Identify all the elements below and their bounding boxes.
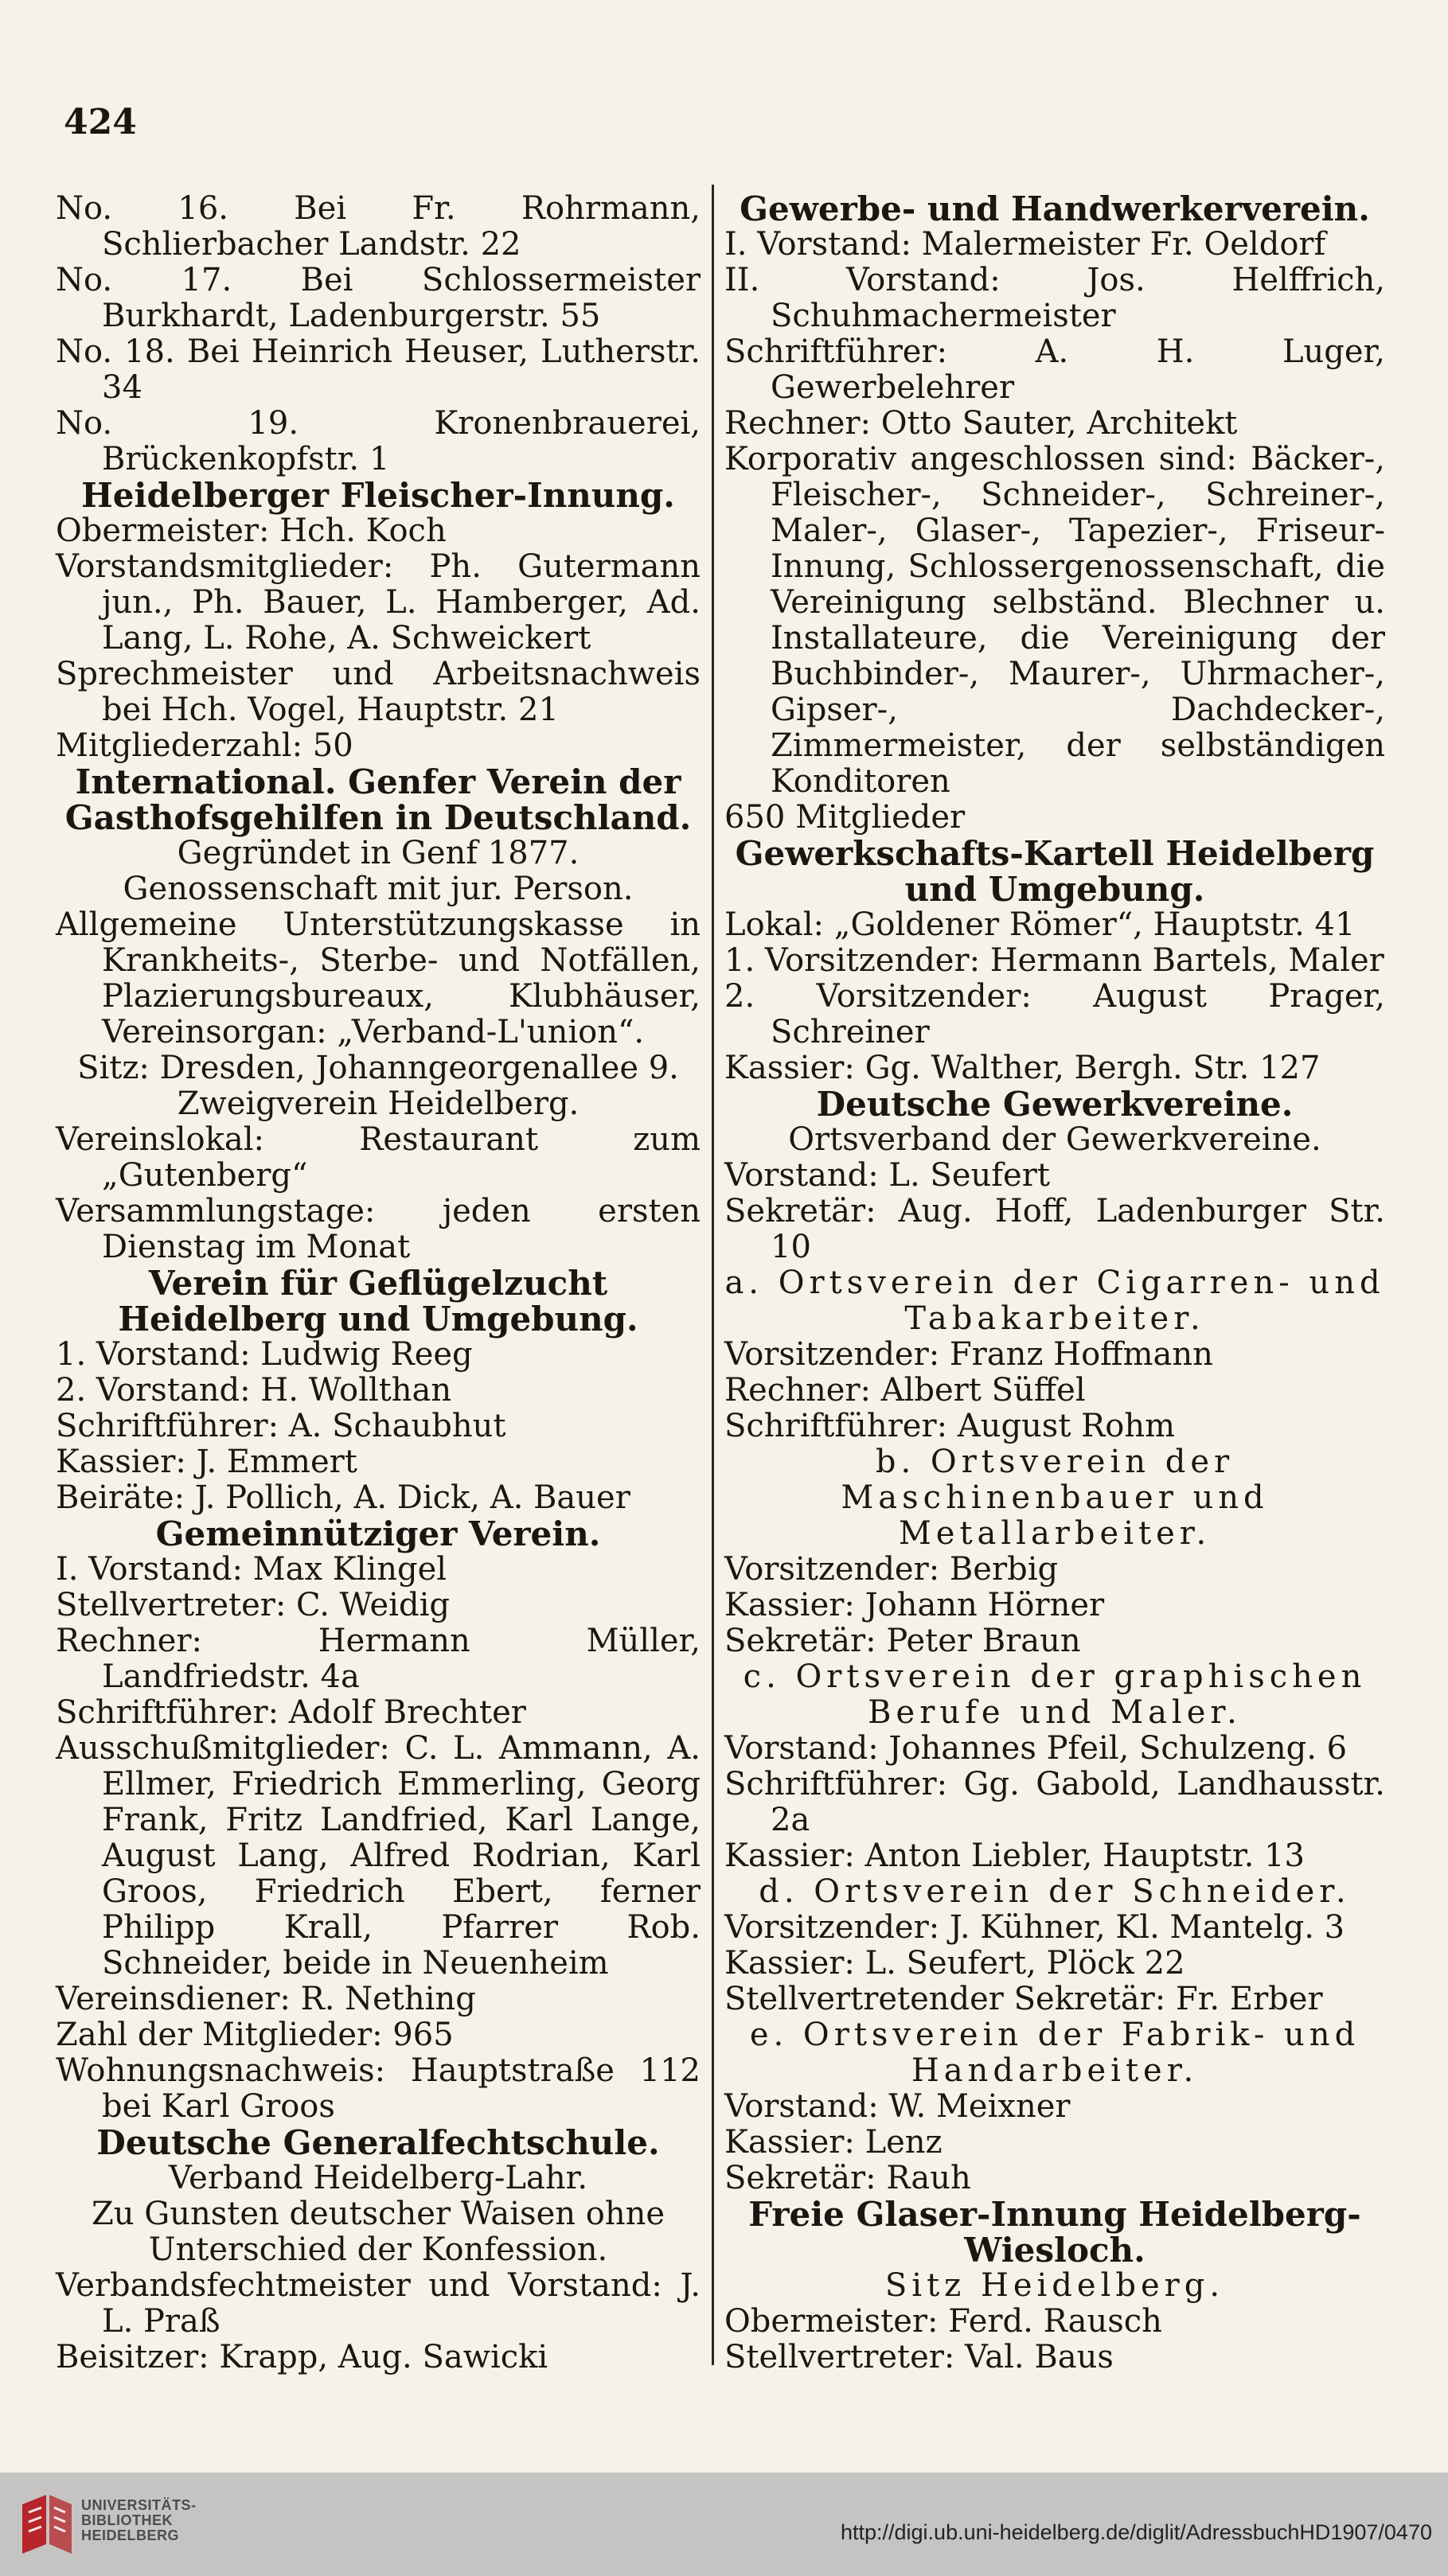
source-url-link[interactable]: http://digi.ub.uni-heidelberg.de/diglit/AdressbuchHD1907/0470 (840, 2520, 1432, 2544)
entry: Vereinsdiener: R. Nething (56, 1981, 476, 2017)
entry: Allgemeine Unterstützungskasse in Krankheits-, Sterbe- und Notfällen, Plazierungsbureaux, Klubhäuser, Vereinsorgan: „Verband-L'union“. (56, 906, 701, 1050)
entry: Verbandsfechtmeister und Vorstand: J. L. Praß (56, 2267, 701, 2340)
entry: Rechner: Hermann Müller, Landfriedstr. 4a (56, 1623, 701, 1695)
entry: Rechner: Otto Sauter, Architekt (724, 405, 1238, 442)
entry: Kassier: J. Emmert (56, 1444, 357, 1480)
entry: No. 16. Bei Fr. Rohrmann, Schlierbacher Landstr. 22 (56, 190, 701, 263)
entry: Mitgliederzahl: 50 (56, 727, 353, 764)
entry: Ausschußmitglieder: C. L. Ammann, A. Ellmer, Friedrich Emmerling, Georg Frank, Fritz Landfried, Karl Lange, August Lang, Alfred Rodrian, Karl Groos, Friedrich Ebert, ferner Philipp Krall, Pfarrer Rob. Schneider, beide in Neuenheim (56, 1730, 701, 1982)
footer-bar (0, 2473, 1448, 2576)
entry: Obermeister: Hch. Koch (56, 512, 447, 549)
library-name-line-1: UNIVERSITÄTS- (81, 2497, 197, 2513)
entry: Wohnungsnachweis: Hauptstraße 112 bei Karl Groos (56, 2052, 701, 2125)
entry: Vorstand: L. Seufert (724, 1157, 1050, 1194)
left-column (56, 191, 707, 2375)
subsection-heading: b. Ortsverein der Maschinenbauer und Metallarbeiter. (841, 1444, 1269, 1552)
plain-line: 650 Mitglieder (724, 799, 966, 836)
section-heading: Gewerbe- und Handwerkerverein. (740, 189, 1370, 228)
centered-line: Verband Heidelberg-Lahr. (168, 2160, 588, 2196)
entry: Vorsitzender: Berbig (724, 1551, 1059, 1588)
entry: Kassier: Gg. Walther, Bergh. Str. 127 (724, 1050, 1321, 1086)
entry: Schriftführer: Adolf Brechter (56, 1694, 526, 1731)
centered-line: Zweigverein Heidelberg. (177, 1085, 580, 1122)
entry: 1. Vorsitzender: Hermann Bartels, Maler (724, 942, 1384, 979)
entry: Sekretär: Rauh (724, 2160, 971, 2196)
entry: Schriftführer: Gg. Gabold, Landhausstr. 2a (724, 1766, 1385, 1838)
entry: Vereinslokal: Restaurant zum „Gutenberg“ (56, 1121, 701, 1194)
entry: Sekretär: Aug. Hoff, Ladenburger Str. 10 (724, 1193, 1385, 1265)
university-library-logo-icon (14, 2488, 78, 2560)
entry: Rechner: Albert Süffel (724, 1372, 1086, 1409)
entry: 2. Vorsitzender: August Prager, Schreiner (724, 978, 1385, 1050)
centered-line: Genossenschaft mit jur. Person. (123, 871, 634, 907)
entry: Versammlungstage: jeden ersten Dienstag im Monat (56, 1193, 701, 1265)
entry: Stellvertretender Sekretär: Fr. Erber (724, 1981, 1323, 2017)
right-column (724, 191, 1385, 2375)
entry: Vorsitzender: Franz Hoffmann (724, 1336, 1213, 1373)
library-name-line-3: HEIDELBERG (81, 2527, 180, 2543)
section-heading: Verein für Geflügelzucht Heidelberg und Umgebung. (118, 1264, 638, 1339)
entry: Zahl der Mitglieder: 965 (56, 2017, 454, 2053)
subsection-heading: a. Ortsverein der Cigarren- und Tabakarbeiter. (724, 1265, 1385, 1337)
entry: Kassier: L. Seufert, Plöck 22 (724, 1945, 1185, 1982)
section-heading: Gewerkschafts-Kartell Heidelberg und Umgebung. (735, 834, 1375, 909)
subsection-heading: c. Ortsverein der graphischen Berufe und Maler. (743, 1658, 1367, 1731)
subsection-heading: e. Ortsverein der Fabrik- und Handarbeiter. (749, 2017, 1360, 2089)
entry: 2. Vorstand: H. Wollthan (56, 1372, 452, 1409)
centered-line: Sitz: Dresden, Johanngeorgenallee 9. (77, 1050, 679, 1086)
entry: II. Vorstand: Jos. Helffrich, Schuhmachermeister (724, 262, 1385, 334)
entry: Obermeister: Ferd. Rausch (724, 2303, 1162, 2340)
entry: 1. Vorstand: Ludwig Reeg (56, 1336, 473, 1373)
entry: Stellvertreter: Val. Baus (724, 2339, 1114, 2375)
centered-line: Ortsverband der Gewerkvereine. (788, 1121, 1321, 1158)
library-name (81, 2498, 197, 2543)
entry: Kassier: Lenz (724, 2124, 943, 2161)
entry: Beiräte: J. Pollich, A. Dick, A. Bauer (56, 1479, 630, 1516)
entry: Stellvertreter: C. Weidig (56, 1587, 450, 1623)
subsection-heading: d. Ortsverein der Schneider. (759, 1873, 1351, 1910)
entry: Vorstand: Johannes Pfeil, Schulzeng. 6 (724, 1730, 1348, 1767)
entry: Schriftführer: A. Schaubhut (56, 1408, 506, 1444)
entry: Vorstandsmitglieder: Ph. Gutermann jun., Ph. Bauer, L. Hamberger, Ad. Lang, L. Rohe, A. Schweickert (56, 548, 701, 657)
entry: Sprechmeister und Arbeitsnachweis bei Hch. Vogel, Hauptstr. 21 (56, 656, 701, 728)
entry: No. 19. Kronenbrauerei, Brückenkopfstr. 1 (56, 405, 701, 477)
entry: Lokal: „Goldener Römer“, Hauptstr. 41 (724, 906, 1356, 943)
entry: Schriftführer: August Rohm (724, 1408, 1176, 1444)
page-number: 424 (64, 102, 137, 142)
section-heading: Heidelberger Fleischer-Innung. (81, 476, 675, 515)
section-heading: International. Genfer Verein der Gasthofsgehilfen in Deutschland. (64, 762, 692, 837)
entry: No. 18. Bei Heinrich Heuser, Lutherstr. 34 (56, 333, 701, 406)
entry: Korporativ angeschlossen sind: Bäcker-, Fleischer-, Schneider-, Schreiner-, Maler-, Glaser-, Tapezier-, Friseur-Innung, Schlossergenossenschaft, die Vereinigung selbständ. Blechner u. Installateure, die Vereinigung der Buchbinder-, Maurer-, Uhrmacher-, Gipser-, Dachdecker-, Zimmermeister, der selbständigen Konditoren (724, 441, 1385, 800)
column-divider (712, 185, 714, 2365)
section-heading: Freie Glaser-Innung Heidelberg-Wiesloch. (748, 2195, 1361, 2270)
entry: Sekretär: Peter Braun (724, 1623, 1081, 1659)
section-heading: Deutsche Gewerkvereine. (816, 1085, 1294, 1124)
entry: Vorsitzender: J. Kühner, Kl. Mantelg. 3 (724, 1909, 1345, 1946)
subsection-heading: Sitz Heidelberg. (884, 2267, 1225, 2304)
entry: Schriftführer: A. H. Luger, Gewerbelehrer (724, 333, 1385, 406)
entry: Vorstand: W. Meixner (724, 2088, 1071, 2125)
section-heading: Deutsche Generalfechtschule. (96, 2123, 660, 2162)
entry: Kassier: Anton Liebler, Hauptstr. 13 (724, 1837, 1305, 1874)
entry: I. Vorstand: Max Klingel (56, 1551, 447, 1588)
centered-line: Zu Gunsten deutscher Waisen ohne Unterschied der Konfession. (91, 2196, 665, 2268)
section-heading: Gemeinnütziger Verein. (155, 1514, 601, 1553)
library-name-line-2: BIBLIOTHEK (81, 2512, 173, 2528)
entry: Kassier: Johann Hörner (724, 1587, 1105, 1623)
entry: I. Vorstand: Malermeister Fr. Oeldorf (724, 226, 1326, 263)
centered-line: Gegründet in Genf 1877. (177, 835, 580, 871)
entry: Beisitzer: Krapp, Aug. Sawicki (56, 2339, 548, 2375)
entry: No. 17. Bei Schlossermeister Burkhardt, Ladenburgerstr. 55 (56, 262, 701, 334)
